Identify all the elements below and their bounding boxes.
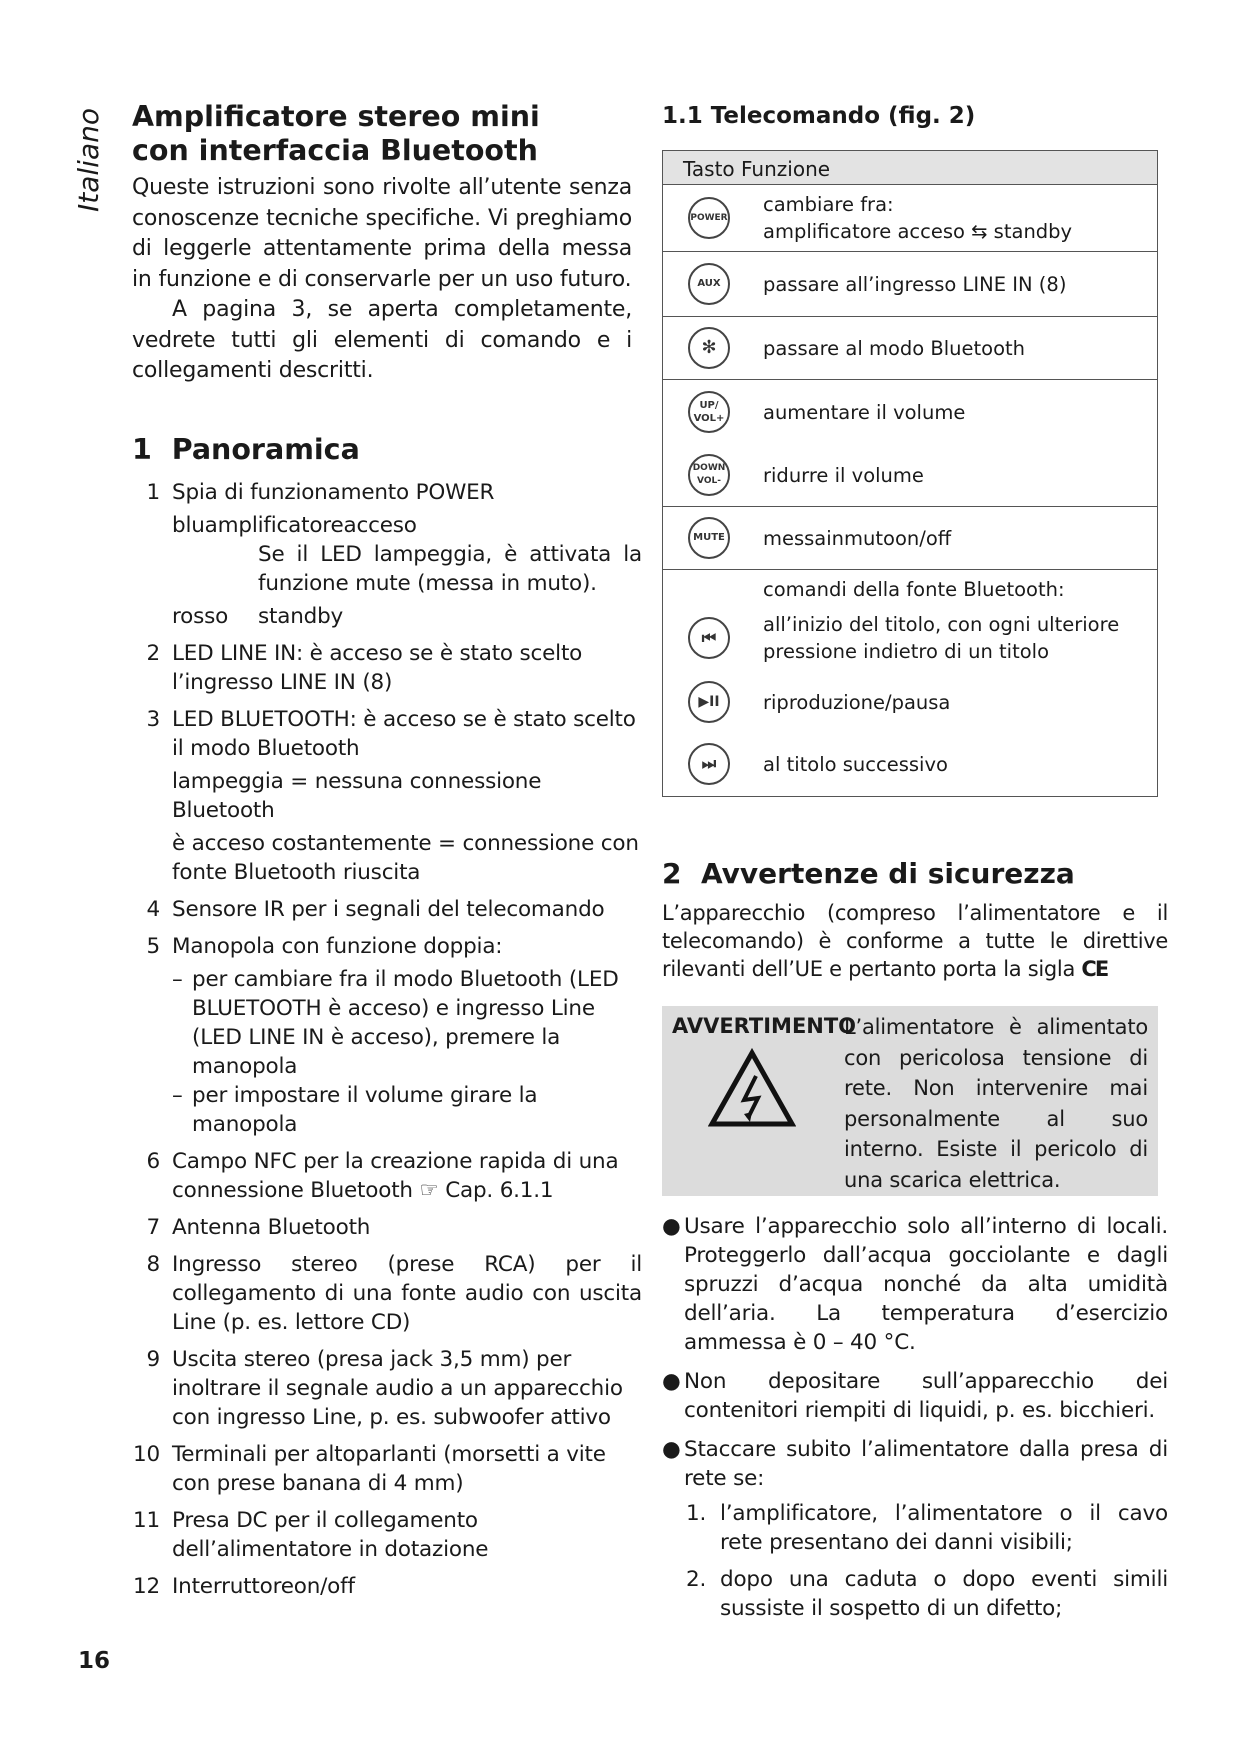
item-1-blue: bluamplificatoreacceso <box>172 513 417 538</box>
intro-paragraph-1: Queste istruzioni sono rivolte all’utente senza conoscenze tecniche specifiche. Vi preghiamo di leggerle attentamente prima della messa in funzione e di conservarle per un uso futuro. <box>132 175 632 292</box>
table-row <box>663 604 1158 672</box>
remote-table-header-label: Tasto Funzione <box>663 151 1158 185</box>
overview-list <box>132 478 642 1609</box>
ce-mark: CE <box>1081 957 1108 981</box>
table-row <box>663 444 1158 507</box>
table-row <box>663 672 1158 732</box>
play-pause-icon: ▶II <box>688 681 730 723</box>
previous-track-desc: all’inizio del titolo, con ogni ulteriore pressione indietro di un titolo <box>763 613 1120 663</box>
ordered-text: dopo una caduta o dopo eventi simili sussiste il sospetto di un difetto; <box>720 1567 1168 1621</box>
list-item <box>662 1212 1168 1357</box>
item-text: Sensore IR per i segnali del telecomando <box>172 897 605 922</box>
volume-up-desc: aumentare il volume <box>763 400 966 424</box>
remote-heading: 1.1 Telecomando (fig. 2) <box>662 103 976 129</box>
item-text: Spia di funzionamento POWER <box>172 480 495 505</box>
bluetooth-button-icon: ✻ <box>688 327 730 369</box>
volume-up-icon-line-1: UP/ <box>699 400 719 411</box>
list-item <box>132 1345 642 1432</box>
high-voltage-warning-icon <box>708 1048 796 1130</box>
item-3-blink: lampeggia = nessuna connessione Bluetooth <box>172 769 542 823</box>
item-number: 7 <box>146 1215 160 1240</box>
warning-label: AVVERTIMENTO <box>672 1014 857 1038</box>
safety-intro <box>662 899 1168 983</box>
language-tab: Italiano <box>72 108 105 212</box>
table-row <box>663 185 1158 252</box>
next-track-desc: al titolo successivo <box>763 752 948 776</box>
item-1-red-text: standby <box>258 604 344 629</box>
item-number: 8 <box>146 1252 160 1277</box>
item-5-turn <box>172 1081 642 1139</box>
item-number: 2 <box>146 641 160 666</box>
bullet-text: Usare l’apparecchio solo all’interno di locali. Proteggerlo dall’acqua gocciolante e dagli spruzzi d’acqua nonché da alta umidità dell’aria. La temperatura d’esercizio ammessa è 0 – 40 °C. <box>684 1214 1168 1355</box>
table-row <box>663 252 1158 317</box>
warning-text: L’alimentatore è alimentato con pericolosa tensione di rete. Non intervenire mai personalmente al suo interno. Esiste il pericolo di una scarica elettrica. <box>844 1015 1148 1192</box>
item-5-press-text: per cambiare fra il modo Bluetooth (LED BLUETOOTH è acceso) e ingresso Line (LED LINE IN è acceso), premere la manopola <box>192 967 619 1079</box>
volume-up-icon-line-2: VOL+ <box>693 413 725 424</box>
intro-paragraph-2: A pagina 3, se aperta completamente, vedrete tutti gli elementi di comando e i collegamenti descritti. <box>132 297 632 383</box>
intro-text <box>132 173 632 387</box>
list-item <box>684 1499 1168 1557</box>
list-item <box>132 895 642 924</box>
item-number: 6 <box>146 1149 160 1174</box>
list-item <box>132 1440 642 1498</box>
list-item <box>132 705 642 887</box>
table-row <box>663 317 1158 380</box>
title-line-1: Amplificatore stereo mini <box>132 100 540 133</box>
list-item <box>684 1565 1168 1623</box>
bluetooth-desc: passare al modo Bluetooth <box>763 336 1026 360</box>
document-title <box>132 100 632 168</box>
item-number: 12 <box>133 1574 160 1599</box>
ordered-number: 2. <box>686 1567 707 1592</box>
item-text: Terminali per altoparlanti (morsetti a vite con prese banana di 4 mm) <box>172 1442 606 1496</box>
volume-down-desc: ridurre il volume <box>763 463 924 487</box>
item-number: 1 <box>146 480 160 505</box>
dash-mark: – <box>172 1083 183 1108</box>
section-2-title: Avvertenze di sicurezza <box>700 857 1075 890</box>
list-item <box>662 1435 1168 1623</box>
ordered-number: 1. <box>686 1501 707 1526</box>
list-item <box>132 639 642 697</box>
item-1-red-label: rosso <box>172 604 229 629</box>
section-1-number: 1 <box>132 433 152 466</box>
next-track-icon: ⏭ <box>688 743 730 785</box>
item-text: Uscita stereo (presa jack 3,5 mm) per inoltrare il segnale audio a un apparecchio con ingresso Line, p. es. subwoofer attivo <box>172 1347 623 1430</box>
item-5-press <box>172 965 642 1081</box>
item-text: LED BLUETOOTH: è acceso se è stato scelto il modo Bluetooth <box>172 707 636 761</box>
bullet-text: Staccare subito l’alimentatore dalla presa di rete se: <box>684 1437 1168 1491</box>
item-number: 9 <box>146 1347 160 1372</box>
bullet-text: Non depositare sull’apparecchio dei contenitori riempiti di liquidi, p. es. bicchieri. <box>684 1369 1168 1423</box>
list-item <box>132 1250 642 1337</box>
item-text: Manopola con funzione doppia: <box>172 934 503 959</box>
item-number: 3 <box>146 707 160 732</box>
safety-intro-text: L’apparecchio (compreso l’alimentatore e il telecomando) è conforme a tutte le direttive rilevanti dell’UE e pertanto porta la sigla <box>662 901 1168 981</box>
list-item <box>662 1367 1168 1425</box>
damage-conditions-list <box>684 1499 1168 1623</box>
bullet-mark: ● <box>662 1369 681 1394</box>
power-button-icon: POWER <box>688 197 730 239</box>
section-2-number: 2 <box>662 857 682 890</box>
title-line-2: con interfaccia Bluetooth <box>132 134 538 167</box>
list-item <box>132 1572 642 1601</box>
table-row <box>663 380 1158 445</box>
list-item <box>132 478 642 631</box>
volume-up-button-icon <box>688 391 730 433</box>
ordered-text: l’amplificatore, l’alimentatore o il cavo rete presentano dei danni visibili; <box>720 1501 1168 1555</box>
volume-down-button-icon <box>688 454 730 496</box>
previous-track-icon: ⏮ <box>688 617 730 659</box>
dash-mark: – <box>172 967 183 992</box>
item-text: LED LINE IN: è acceso se è stato scelto l’ingresso LINE IN (8) <box>172 641 583 695</box>
play-pause-desc: riproduzione/pausa <box>763 690 951 714</box>
list-item <box>132 1147 642 1205</box>
item-5-turn-text: per impostare il volume girare la manopola <box>192 1083 538 1137</box>
bullet-mark: ● <box>662 1214 681 1239</box>
item-number: 11 <box>133 1508 160 1533</box>
table-row <box>663 570 1158 605</box>
item-text: Antenna Bluetooth <box>172 1215 371 1240</box>
item-text: Interruttoreon/off <box>172 1574 355 1599</box>
safety-bullets <box>662 1212 1168 1633</box>
bullet-mark: ● <box>662 1437 681 1462</box>
table-row <box>663 732 1158 797</box>
remote-table <box>662 150 1158 797</box>
mute-button-icon: MUTE <box>688 517 730 559</box>
aux-button-icon: AUX <box>688 263 730 305</box>
section-2-heading <box>662 857 1075 891</box>
item-text: Ingresso stereo (prese RCA) per il collegamento di una fonte audio con uscita Line (p. es. lettore CD) <box>172 1252 642 1335</box>
bluetooth-commands-desc: comandi della fonte Bluetooth: <box>763 577 1065 601</box>
item-3-steady: è acceso costantemente = connessione con fonte Bluetooth riuscita <box>172 831 639 885</box>
power-desc-2: amplificatore acceso ⇆ standby <box>763 220 1073 243</box>
item-1-blink-note: Se il LED lampeggia, è attivata la funzione mute (messa in muto). <box>258 542 642 596</box>
section-1-title: Panoramica <box>171 433 360 466</box>
list-item <box>132 932 642 1139</box>
remote-table-header <box>663 151 1158 185</box>
item-1-red-row <box>172 602 642 631</box>
intro-section <box>132 100 632 387</box>
power-desc-1: cambiare fra: <box>763 193 894 216</box>
item-number: 4 <box>146 897 160 922</box>
item-text: Campo NFC per la creazione rapida di una connessione Bluetooth ☞ Cap. 6.1.1 <box>172 1149 619 1203</box>
mute-desc: messainmutoon/off <box>763 526 952 550</box>
item-text: Presa DC per il collegamento dell’alimentatore in dotazione <box>172 1508 489 1562</box>
section-1-heading <box>132 433 360 467</box>
aux-desc: passare all’ingresso LINE IN (8) <box>763 272 1067 296</box>
list-item <box>132 1506 642 1564</box>
item-number: 10 <box>133 1442 160 1467</box>
table-row <box>663 507 1158 570</box>
volume-down-icon-line-1: DOWN <box>692 463 726 473</box>
volume-down-icon-line-2: VOL- <box>697 476 721 486</box>
list-item <box>132 1213 642 1242</box>
page-number: 16 <box>78 1648 111 1674</box>
warning-box <box>662 1006 1158 1196</box>
item-number: 5 <box>146 934 160 959</box>
